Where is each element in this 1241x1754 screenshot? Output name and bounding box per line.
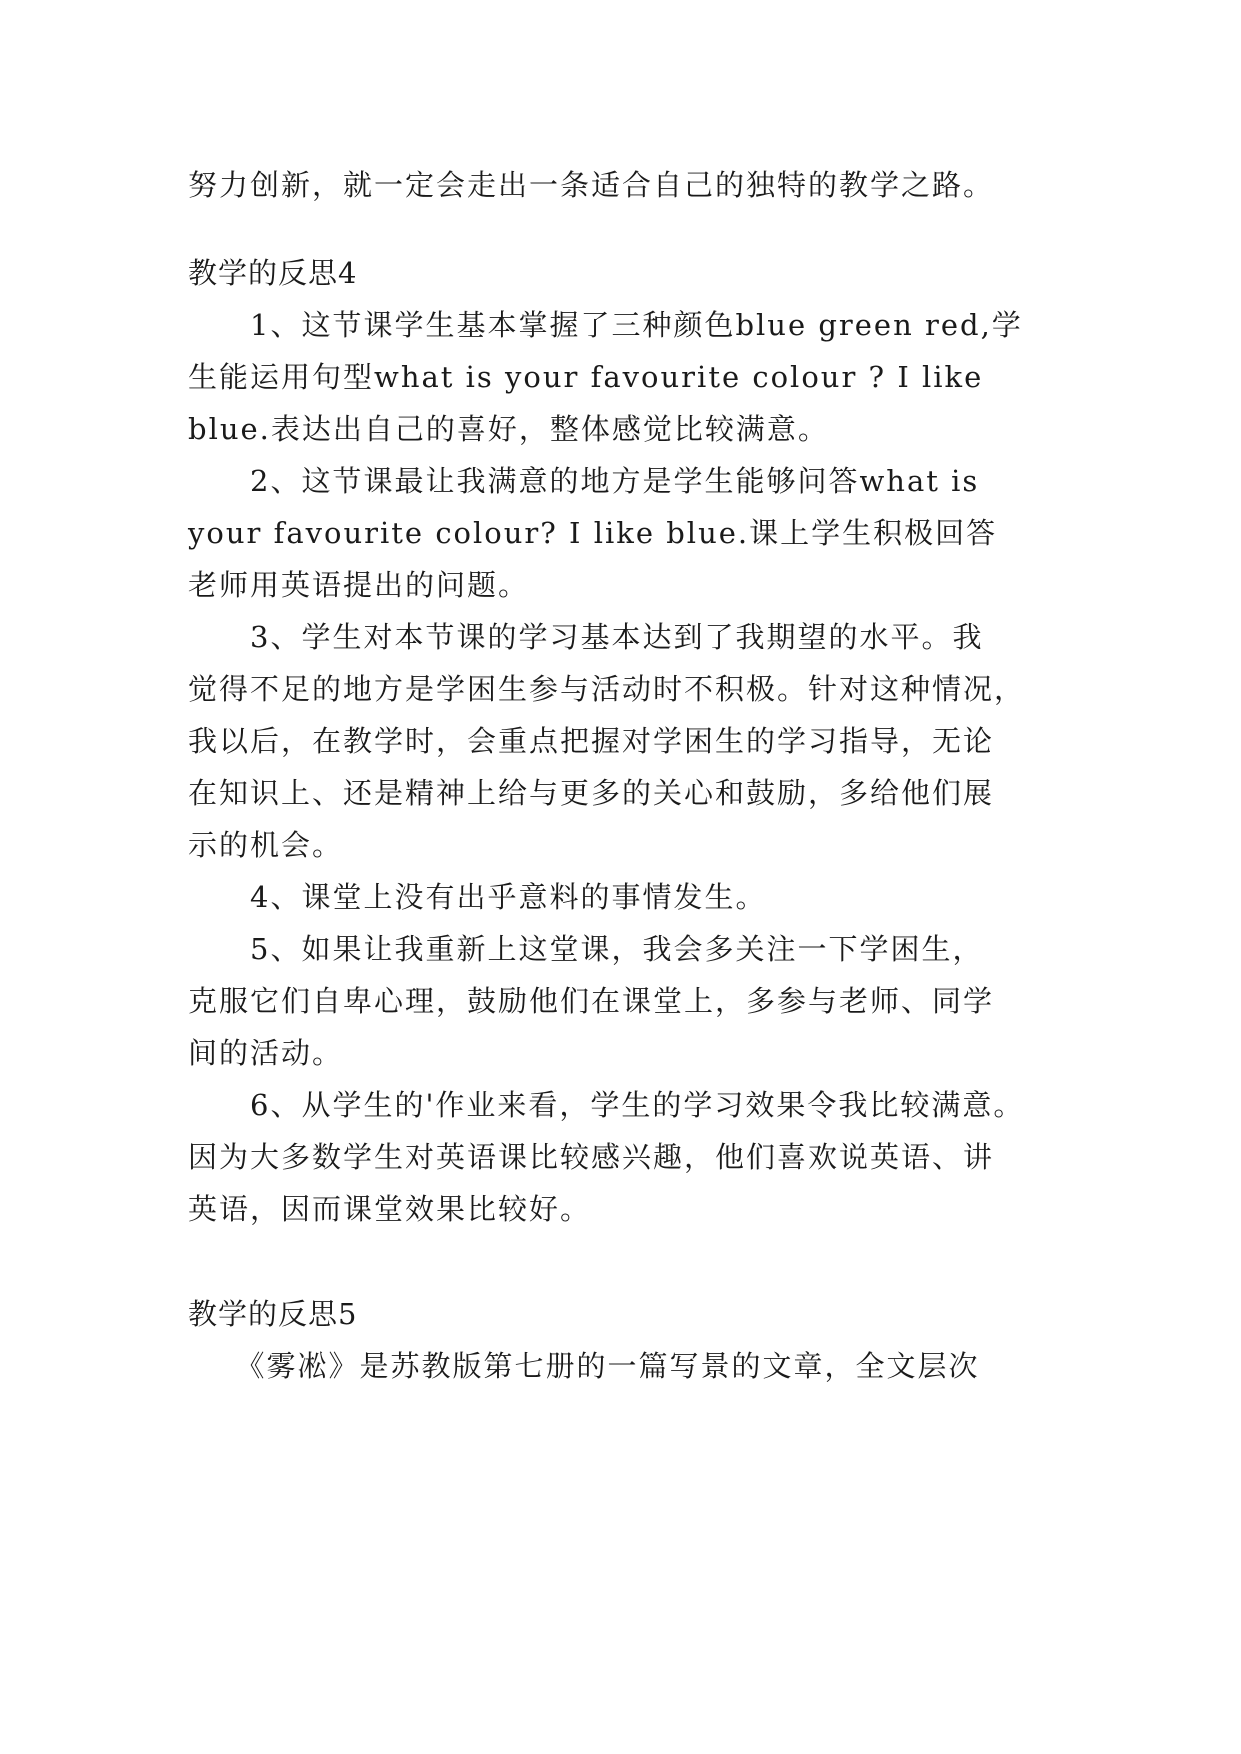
section-heading: 教学的反思5 (188, 1297, 358, 1331)
paragraph-line: 1、这节课学生基本掌握了三种颜色blue green red,学 (188, 308, 1023, 342)
paragraph-line: 在知识上、还是精神上给与更多的关心和鼓励，多给他们展 (188, 776, 995, 810)
paragraph-line: 我以后，在教学时，会重点把握对学困生的学习指导，无论 (188, 724, 995, 758)
paragraph-line: 5、如果让我重新上这堂课，我会多关注一下学困生， (188, 932, 984, 966)
paragraph-line: 示的机会。 (188, 828, 344, 862)
paragraph-line: 6、从学生的'作业来看，学生的学习效果令我比较满意。 (188, 1088, 1025, 1122)
paragraph-line: 英语，因而课堂效果比较好。 (188, 1192, 592, 1226)
section-heading: 教学的反思4 (188, 256, 358, 290)
paragraph-line: 努力创新，就一定会走出一条适合自己的独特的教学之路。 (188, 168, 995, 202)
paragraph-line: 间的活动。 (188, 1036, 344, 1070)
paragraph-line: 《雾凇》是苏教版第七册的一篇写景的文章，全文层次 (188, 1349, 980, 1383)
paragraph-line: 老师用英语提出的问题。 (188, 568, 530, 602)
paragraph-line: 克服它们自卑心理，鼓励他们在课堂上，多参与老师、同学 (188, 984, 995, 1018)
paragraph-line: 2、这节课最让我满意的地方是学生能够问答what is (188, 464, 980, 498)
paragraph-line: blue.表达出自己的喜好，整体感觉比较满意。 (188, 412, 829, 446)
paragraph-line: 觉得不足的地方是学困生参与活动时不积极。针对这种情况， (188, 672, 1026, 706)
paragraph-line: 3、学生对本节课的学习基本达到了我期望的水平。我 (188, 620, 984, 654)
paragraph-line: your favourite colour? I like blue.课上学生积极回答 (188, 516, 998, 550)
paragraph-line: 生能运用句型what is your favourite colour ? I like (188, 360, 984, 394)
paragraph-line: 4、课堂上没有出乎意料的事情发生。 (188, 880, 767, 914)
paragraph-line: 因为大多数学生对英语课比较感兴趣，他们喜欢说英语、讲 (188, 1140, 995, 1174)
